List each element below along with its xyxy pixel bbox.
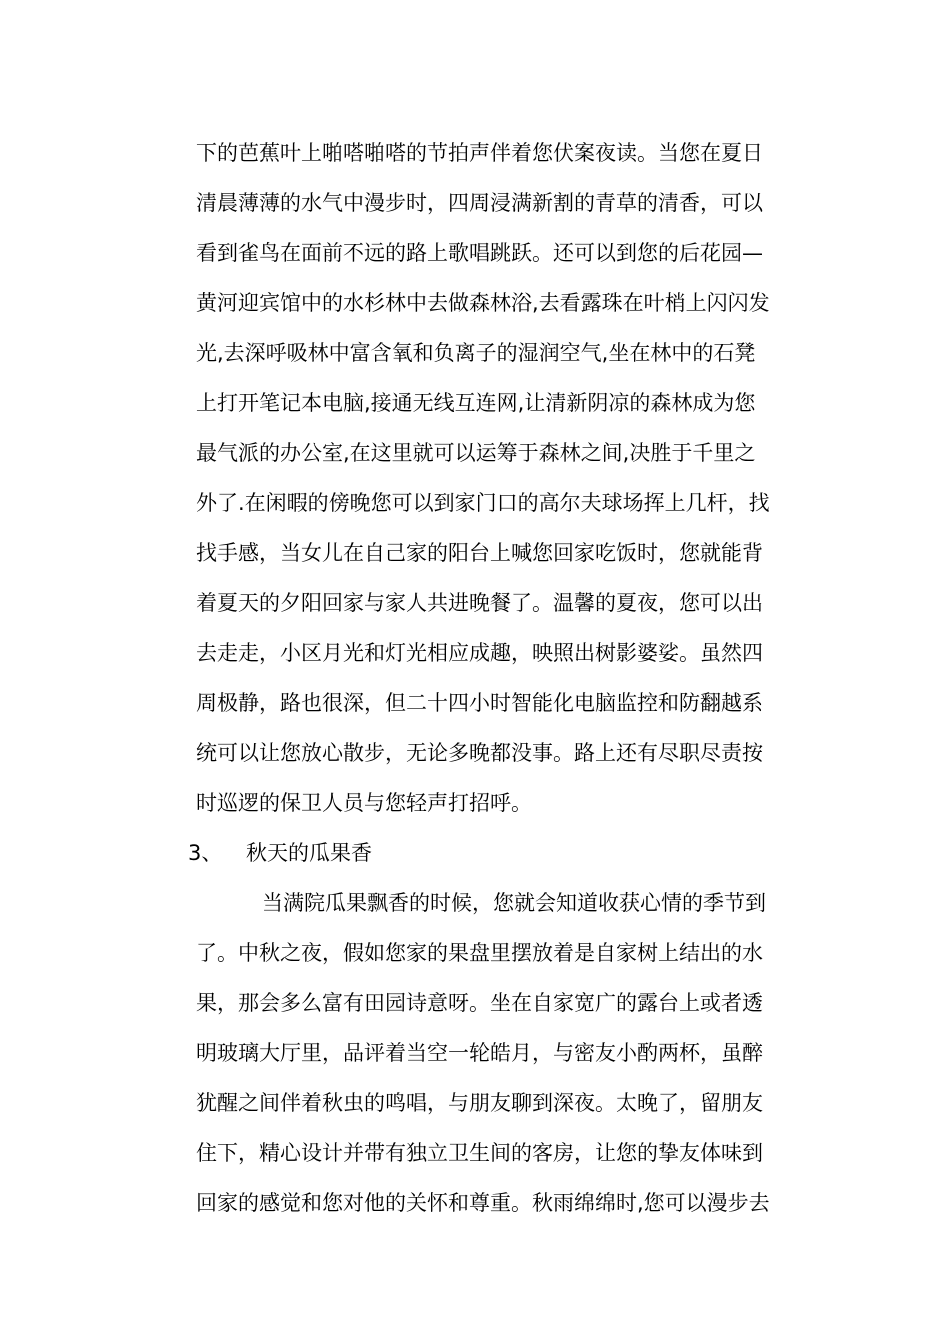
paragraph-line: 光,去深呼吸林中富含氧和负离子的湿润空气,坐在林中的石凳	[196, 341, 756, 365]
paragraph-line: 清晨薄薄的水气中漫步时，四周浸满新割的青草的清香，可以	[196, 191, 763, 215]
document-body	[188, 128, 816, 1228]
paragraph-line: 着夏天的夕阳回家与家人共进晚餐了。温馨的夏夜，您可以出	[196, 591, 763, 615]
paragraph-autumn	[196, 878, 816, 1228]
paragraph-line: 回家的感觉和您对他的关怀和尊重。秋雨绵绵时,您可以漫步去	[196, 1191, 770, 1215]
section-title: 秋天的瓜果香	[246, 841, 372, 865]
paragraph-line: 看到雀鸟在面前不远的路上歌唱跳跃。还可以到您的后花园—	[196, 241, 763, 265]
paragraph-line: 最气派的办公室,在这里就可以运筹于森林之间,决胜于千里之	[196, 441, 756, 465]
section-heading	[188, 828, 816, 878]
paragraph-line: 上打开笔记本电脑,接通无线互连网,让清新阴凉的森林成为您	[196, 391, 756, 415]
paragraph-line: 了。中秋之夜，假如您家的果盘里摆放着是自家树上结出的水	[196, 941, 763, 965]
paragraph-line: 明玻璃大厅里，品评着当空一轮皓月，与密友小酌两杯，虽醉	[196, 1041, 763, 1065]
paragraph-line: 外了.在闲暇的傍晚您可以到家门口的高尔夫球场挥上几杆，找	[196, 491, 770, 515]
paragraph-line: 住下，精心设计并带有独立卫生间的客房，让您的挚友体味到	[196, 1141, 763, 1165]
paragraph-line: 时巡逻的保卫人员与您轻声打招呼。	[196, 791, 532, 815]
paragraph-line: 统可以让您放心散步，无论多晚都没事。路上还有尽职尽责按	[196, 741, 763, 765]
paragraph-line: 黄河迎宾馆中的水杉林中去做森林浴,去看露珠在叶梢上闪闪发	[196, 291, 770, 315]
paragraph-line: 去走走，小区月光和灯光相应成趣，映照出树影婆娑。虽然四	[196, 641, 763, 665]
paragraph-summer	[196, 128, 816, 828]
paragraph-line: 犹醒之间伴着秋虫的鸣唱，与朋友聊到深夜。太晚了，留朋友	[196, 1091, 763, 1115]
paragraph-line: 当满院瓜果飘香的时候，您就会知道收获心情的季节到	[262, 891, 766, 915]
paragraph-line: 找手感，当女儿在自己家的阳台上喊您回家吃饭时，您就能背	[196, 541, 763, 565]
section-number: 3、	[188, 841, 223, 865]
paragraph-line: 周极静，路也很深，但二十四小时智能化电脑监控和防翻越系	[196, 691, 763, 715]
paragraph-line: 果，那会多么富有田园诗意呀。坐在自家宽广的露台上或者透	[196, 991, 763, 1015]
paragraph-line: 下的芭蕉叶上啪嗒啪嗒的节拍声伴着您伏案夜读。当您在夏日	[196, 141, 763, 165]
